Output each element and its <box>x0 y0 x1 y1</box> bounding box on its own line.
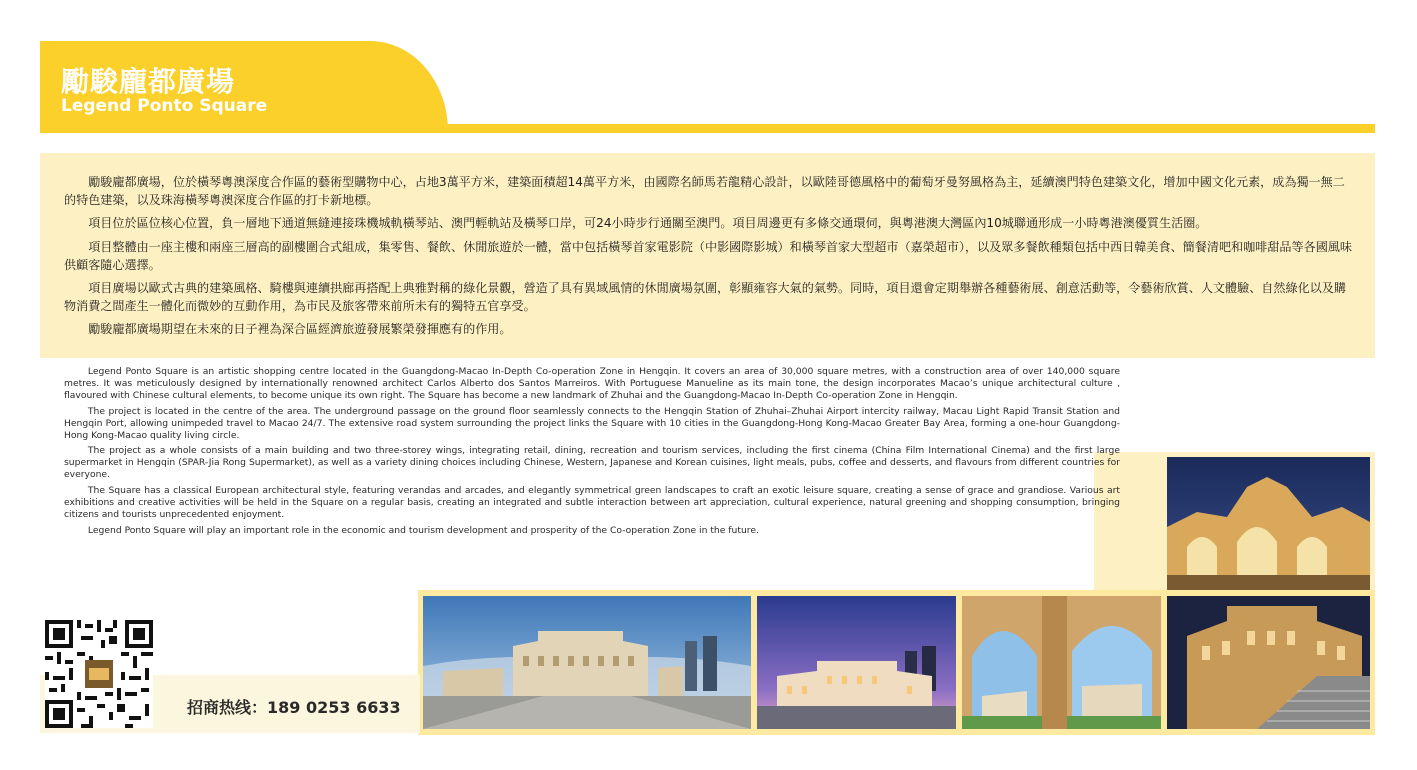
qr-code <box>45 620 153 728</box>
zh-paragraph-3: 項目整體由一座主樓和兩座三層高的副樓圍合式組成，集零售、餐飲、休閒旅遊於一體，當中包括橫琴首家電影院（中影國際影城）和橫琴首家大型超市（嘉榮超市），以及眾多餐飲種類包括中西日韓美食、簡餐清吧和咖啡甜品等各國風味供顧客隨心選擇。 <box>64 239 1352 272</box>
hotline-text: 招商热线：189 0253 6633 <box>187 698 401 717</box>
photo-night-facade <box>1167 457 1370 590</box>
photo-arcade-arches <box>962 596 1161 729</box>
en-paragraph-3: The project as a whole consists of a main building and two three-storey wings, integrating retail, dining, recreation and tourism services, including the first cinema (China Film International Cinema) and the first large supermarket in Hengqin (SPAR-Jia Rong Supermarket), as well as a variety dining choices including Chinese, Western, Japanese and Korean cuisines, light meals, pubs, coffee and desserts, and flavours from different countries for everyone. <box>64 445 1120 481</box>
en-paragraph-2: The project is located in the centre of the area. The underground passage on the ground floor seamlessly connects to the Hengqin Station of Zhuhai–Zhuhai Airport intercity railway, Macau Light Rapid Transit Station and Hengqin Port, allowing unimpeded travel to Macao 24/7. The extensive road system surrounding the project links the Square with 10 cities in the Guangdong-Hong Kong-Macao Greater Bay Area, forming a one-hour Guangdong-Hong Kong-Macao quality living circle. <box>64 405 1120 441</box>
zh-paragraph-2: 項目位於區位核心位置，負一層地下通道無縫連接珠機城軌橫琴站、澳門輕軌站及橫琴口岸，可24小時步行通關至澳門。項目周邊更有多條交通環伺，與粵港澳大灣區內10城聯通形成一小時粵港澳優質生活圈。 <box>88 216 1208 231</box>
photo-dusk-building <box>757 596 956 729</box>
page-title: 勵駿龐都廣場 <box>61 65 236 98</box>
zh-paragraph-4: 項目廣場以歐式古典的建築風格、騎樓與連續拱廊再搭配上典雅對稱的綠化景觀，營造了具有異域風情的休閒廣場氛圍，彰顯雍容大氣的氣勢。同時，項目還會定期舉辦各種藝術展、創意活動等，令藝術欣賞、人文體驗、自然綠化以及購物消費之間產生一體化而微妙的互動作用，為市民及旅客帶來前所未有的獨特五官享受。 <box>64 281 1346 314</box>
page-subtitle: Legend Ponto Square <box>61 96 268 116</box>
en-paragraph-5: Legend Ponto Square will play an important role in the economic and tourism development and prosperity of the Co-operation Zone in the future. <box>87 524 759 536</box>
photo-night-stairs <box>1167 596 1370 729</box>
header-divider <box>40 124 1375 133</box>
en-paragraph-4: The Square has a classical European architectural style, featuring verandas and arcades, and elegantly symmetrical green landscapes to craft an exotic leisure square, creating a sense of grace and grandiose. Various art exhibitions and creative activities will be held in the Square on a regular basis, creating an integrated and subtle interaction between art appreciation, cultural experience, natural greening and shopping consumption, bringing citizens and tourists unprecedented enjoyment. <box>64 485 1120 520</box>
zh-paragraph-5: 勵駿龐都廣場期望在未來的日子裡為深合區經濟旅遊發展繁榮發揮應有的作用。 <box>88 322 512 337</box>
chinese-intro-text <box>64 173 1352 344</box>
photo-panorama-day <box>423 596 751 729</box>
en-paragraph-1: Legend Ponto Square is an artistic shopping centre located in the Guangdong-Macao In-Depth Co-operation Zone in Hengqin. It covers an area of 30,000 square metres, with a construction area of over 140,000 square metres. It was meticulously designed by internationally renowned architect Carlos Alberto dos Santos Marreiros. With Portuguese Manueline as its main tone, the design incorporates Macao’s unique architectural culture , flavoured with Chinese cultural elements, to become unique its own right. The Square has become a new landmark of Zhuhai and the Guangdong-Macao In-Depth Co-operation Zone in Hengqin. <box>64 366 1120 401</box>
english-intro-text <box>64 366 1120 541</box>
zh-paragraph-1: 勵駿龐都廣場，位於橫琴粵澳深度合作區的藝術型購物中心，占地3萬平方米，建築面積超14萬平方米，由國際名師馬若龍精心設計，以歐陸哥德風格中的葡萄牙曼努風格為主，延續澳門特色建築文化，增加中國文化元素，成為獨一無二的特色建築，以及珠海橫琴粵澳深度合作區的打卡新地標。 <box>64 175 1345 208</box>
